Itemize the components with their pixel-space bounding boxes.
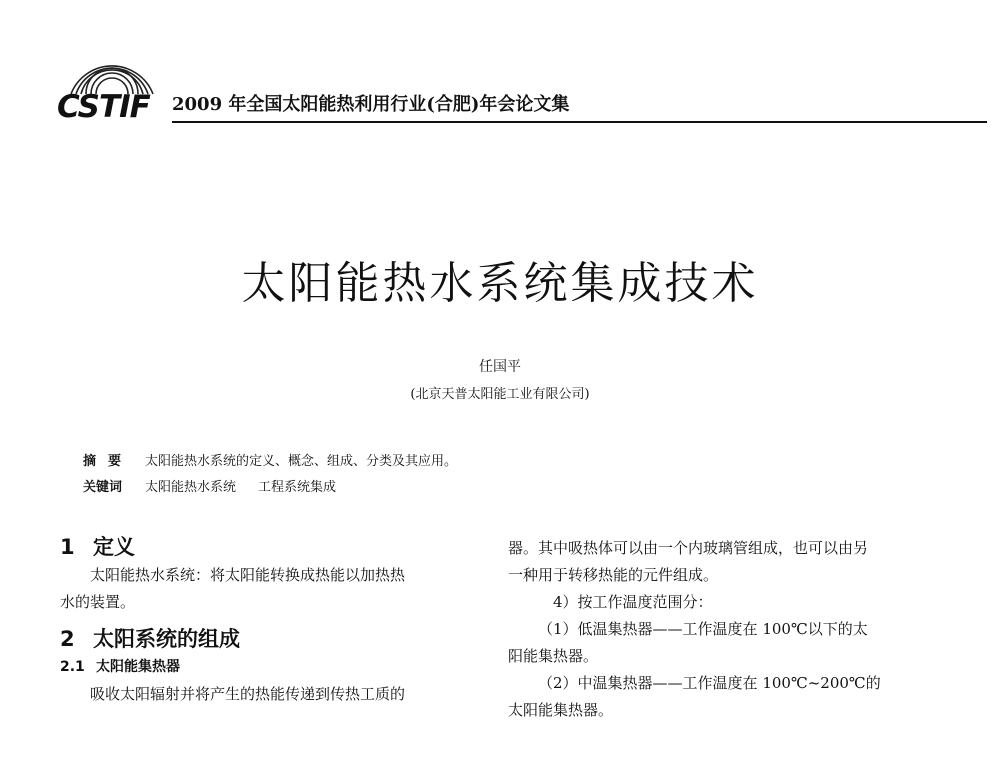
subsection-2-1-heading — [60, 654, 485, 681]
paragraph-line: 太阳能集热器。 — [508, 701, 614, 719]
left-column — [60, 532, 485, 708]
paragraph-line: 吸收太阳辐射并将产生的热能传递到传热工质的 — [90, 685, 406, 703]
list-item: （2）中温集热器——工作温度在 100℃~200℃的 — [538, 674, 881, 692]
logo-text: CSTIF — [57, 89, 150, 125]
paper-title: 太阳能热水系统集成技术 — [241, 258, 759, 309]
keywords-label: 关键词 — [83, 480, 123, 495]
subsection-number: 2.1 — [60, 659, 85, 675]
paragraph-line: 一种用于转移热能的元件组成。 — [508, 566, 719, 584]
keyword-item: 太阳能热水系统 — [145, 480, 237, 495]
subsection-title: 太阳能集热器 — [96, 659, 180, 675]
section-2-heading — [60, 624, 485, 654]
section-title: 太阳系统的组成 — [93, 627, 240, 651]
author-affiliation: (北京天普太阳能工业有限公司) — [410, 387, 590, 402]
keywords — [83, 476, 336, 495]
list-item: （1）低温集热器——工作温度在 100℃以下的太 — [538, 620, 868, 638]
abstract — [83, 450, 457, 469]
abstract-text: 太阳能热水系统的定义、概念、组成、分类及其应用。 — [145, 454, 458, 469]
section-1-heading — [60, 532, 485, 562]
conference-title: 2009 年全国太阳能热利用行业(合肥)年会论文集 — [172, 94, 570, 115]
header-divider — [172, 121, 987, 123]
paragraph-line: 阳能集热器。 — [508, 647, 599, 665]
section-title: 定义 — [93, 535, 135, 559]
abstract-label: 摘要 — [83, 454, 134, 469]
paragraph-line: 太阳能热水系统：将太阳能转换成热能以加热热 — [90, 566, 406, 584]
section-number: 1 — [60, 535, 75, 559]
section-number: 2 — [60, 627, 75, 651]
keyword-item: 工程系统集成 — [258, 480, 337, 495]
right-column — [508, 535, 938, 724]
list-heading: 4）按工作温度范围分： — [553, 593, 713, 611]
cstif-logo — [57, 58, 167, 128]
author-name: 任国平 — [479, 359, 521, 375]
paragraph-line: 水的装置。 — [60, 593, 136, 611]
paragraph-line: 器。其中吸热体可以由一个内玻璃管组成，也可以由另 — [508, 539, 869, 557]
